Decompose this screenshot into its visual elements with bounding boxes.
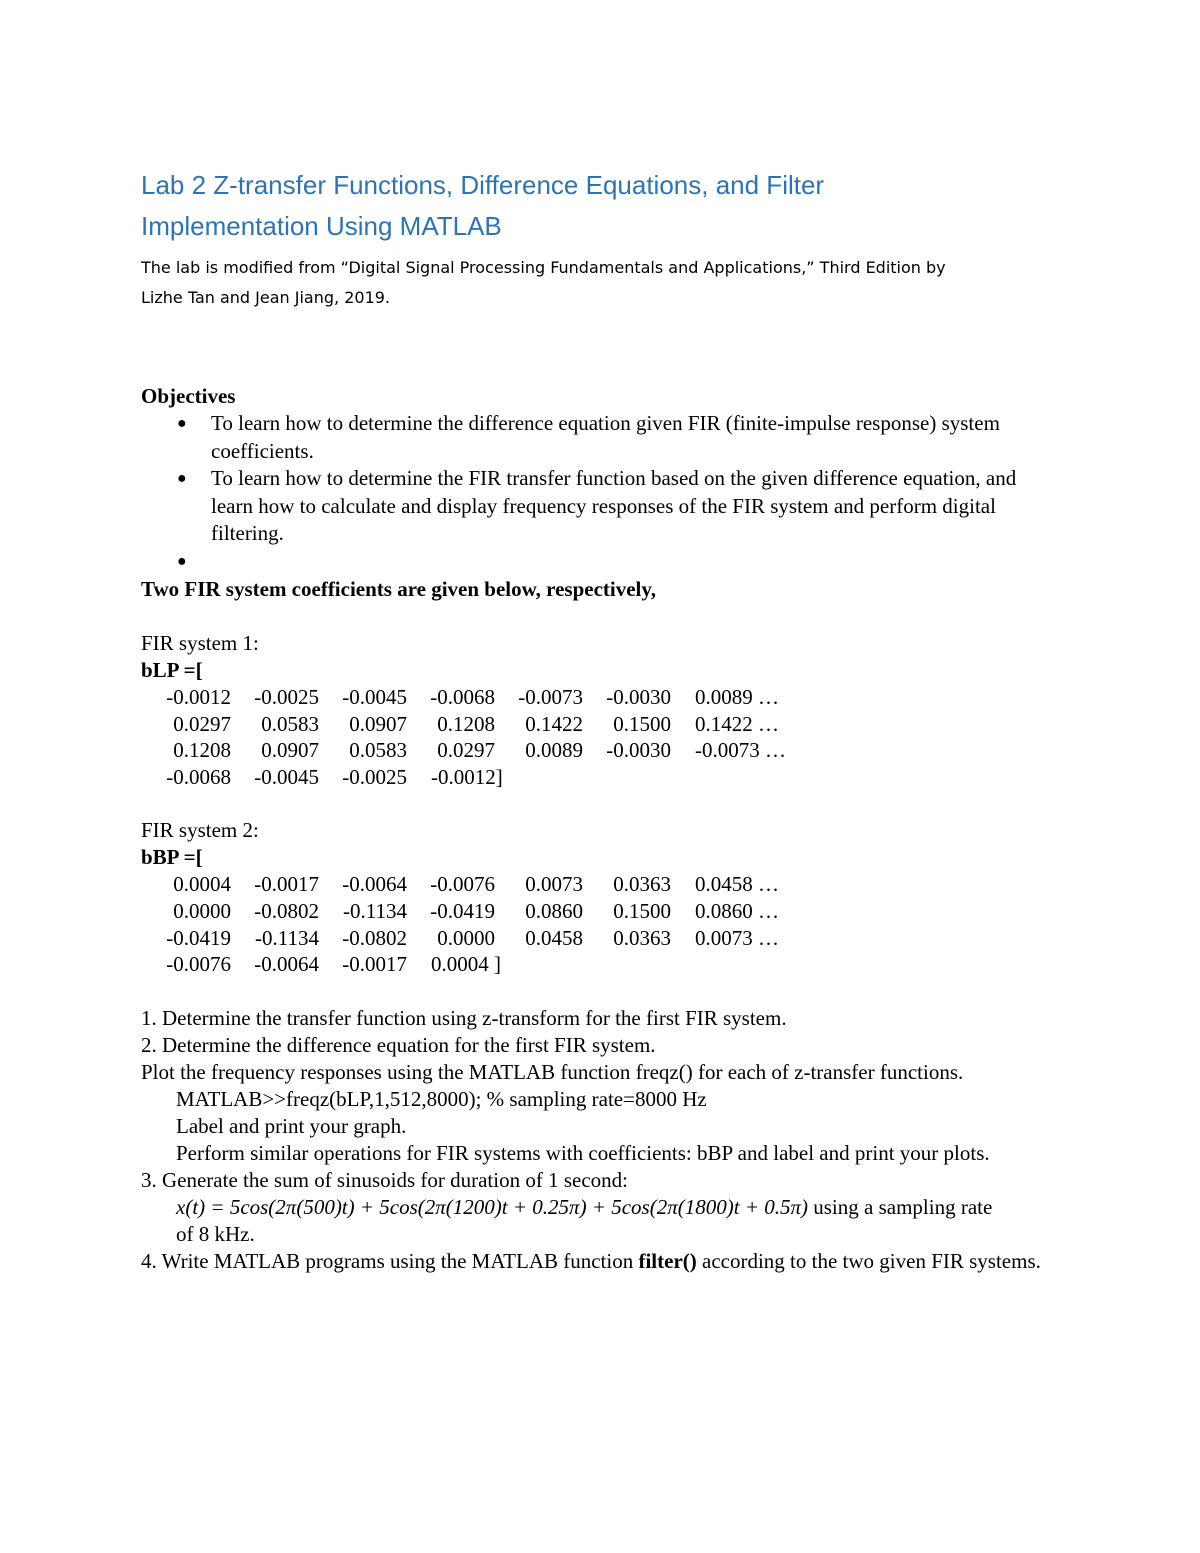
coefficient-value: -0.0025 <box>254 685 319 709</box>
task-4 <box>141 1248 1061 1275</box>
coefficient-value: -0.0017 <box>254 872 319 897</box>
coefficient-row <box>141 684 1061 711</box>
coefficient-value: -0.0419 <box>166 925 231 950</box>
coefficient-value: -0.0030 <box>606 738 671 763</box>
document-page <box>141 165 1061 1275</box>
objective-text: To learn how to determine the FIR transfer function based on the given difference equation, and learn how to calculate and display frequency responses of the FIR system and perform digital filtering. <box>211 466 1017 545</box>
bullet-icon: ● <box>177 552 187 570</box>
source-note <box>141 253 1061 313</box>
coefficient-value: -0.1134 <box>255 925 319 950</box>
task-2-plot: Plot the frequency responses using the MATLAB function freqz() for each of z-transfer functions. <box>141 1059 964 1084</box>
coefficient-value: 0.0297 <box>173 711 231 736</box>
matlab-command: MATLAB>>freqz(bLP,1,512,8000); % sampling rate=8000 Hz <box>176 1086 707 1111</box>
coefficient-value: -0.0068 <box>430 685 495 709</box>
coefficient-value: 0.0089 <box>525 738 583 763</box>
coefficient-value: 0.0860 … <box>695 898 779 923</box>
coefficient-value: -0.0012 <box>166 685 231 709</box>
coefficient-value: -0.0802 <box>342 925 407 950</box>
coefficient-value: 0.0907 <box>349 711 407 736</box>
coefficient-value: -0.0802 <box>254 898 319 923</box>
coefficient-value: 0.0073 <box>525 872 583 897</box>
coefficient-value: 0.0458 <box>525 925 583 950</box>
coefficient-value: 0.1208 <box>173 738 231 763</box>
coefficient-value: -0.0073 … <box>695 738 786 763</box>
coefficient-value: 0.0583 <box>261 711 319 736</box>
task-2: 2. Determine the difference equation for the first FIR system. <box>141 1032 656 1057</box>
coefficient-value: 0.0363 <box>613 872 671 897</box>
objective-item <box>177 410 1061 465</box>
coefficient-value: 0.0089 … <box>695 685 779 709</box>
task-3-end: of 8 kHz. <box>176 1221 255 1246</box>
coefficients-heading: Two FIR system coefficients are given below, respectively, <box>141 577 656 601</box>
source-note-line-2: Lizhe Tan and Jean Jiang, 2019. <box>141 288 391 307</box>
coefficient-value: 0.1500 <box>613 711 671 736</box>
coefficient-value: -0.0025 <box>342 764 407 789</box>
fir-system-label: FIR system 2: <box>141 818 259 843</box>
coefficient-value: 0.0073 … <box>695 925 779 950</box>
coefficient-row <box>141 898 1061 925</box>
bullet-icon: ● <box>177 415 187 432</box>
coefficient-row <box>141 871 1061 898</box>
formula-tail: using a sampling rate <box>808 1194 993 1219</box>
coefficient-value: 0.0004 <box>173 872 231 897</box>
coefficient-value: -0.0064 <box>254 952 319 977</box>
fir-systems <box>141 630 1061 978</box>
sinusoid-formula: x(t) = 5cos(2π(500)t) + 5cos(2π(1200)t + 0.25π) + 5cos(2π(1800)t + 0.5π) <box>176 1194 808 1219</box>
coefficient-value: -0.0045 <box>254 764 319 789</box>
coefficient-value: -0.0076 <box>430 872 495 897</box>
coefficient-value: 0.1208 <box>437 711 495 736</box>
coefficient-vector-name: bLP =[ <box>141 658 203 682</box>
coefficient-value: 0.0363 <box>613 925 671 950</box>
coefficient-value: -0.0012] <box>431 764 503 789</box>
coefficient-value: 0.0000 <box>173 898 231 923</box>
coefficient-value: 0.1500 <box>613 898 671 923</box>
coefficient-value: -0.0045 <box>342 685 407 709</box>
objectives-list <box>141 410 1061 575</box>
coefficient-value: 0.0004 ] <box>431 952 501 977</box>
sinusoid-formula-line <box>141 1194 1061 1221</box>
coefficient-value: -0.0073 <box>518 685 583 709</box>
coefficient-value: 0.0583 <box>349 738 407 763</box>
coefficient-row <box>141 711 1061 738</box>
source-note-line-1: The lab is modified from “Digital Signal Processing Fundamentals and Applications,” Third Edition by <box>141 258 946 277</box>
coefficient-row <box>141 737 1061 764</box>
coefficient-row <box>141 951 1061 978</box>
similar-operations-note: Perform similar operations for FIR systems with coefficients: bBP and label and print your plots. <box>176 1140 990 1165</box>
coefficient-value: -0.0076 <box>166 952 231 977</box>
coefficient-row <box>141 764 1061 791</box>
title-line-2: Implementation Using MATLAB <box>141 211 502 241</box>
objective-item <box>177 548 1061 576</box>
coefficient-vector-name: bBP =[ <box>141 845 203 870</box>
coefficient-value: 0.0907 <box>261 738 319 763</box>
objectives-heading: Objectives <box>141 384 236 408</box>
task-4-pre: 4. Write MATLAB programs using the MATLAB function <box>141 1248 639 1273</box>
task-list <box>141 1005 1061 1275</box>
title-line-1: Lab 2 Z-transfer Functions, Difference Equations, and Filter <box>141 170 825 200</box>
task-4-post: according to the two given FIR systems. <box>696 1248 1041 1273</box>
document-title <box>141 165 1061 247</box>
objective-text: To learn how to determine the difference equation given FIR (finite-impulse response) system coefficients. <box>211 411 1000 463</box>
coefficient-row <box>141 925 1061 952</box>
filter-function-name: filter() <box>638 1248 697 1273</box>
bullet-icon: ● <box>177 470 187 487</box>
label-print-note: Label and print your graph. <box>176 1113 407 1138</box>
task-1: 1. Determine the transfer function using z-transform for the first FIR system. <box>141 1005 787 1030</box>
coefficient-value: -0.0068 <box>166 764 231 789</box>
coefficient-value: 0.0860 <box>525 898 583 923</box>
coefficient-value: -0.0064 <box>342 872 407 897</box>
coefficient-value: -0.0017 <box>342 952 407 977</box>
coefficient-value: 0.0297 <box>437 738 495 763</box>
coefficient-value: 0.1422 <box>525 711 583 736</box>
coefficient-value: -0.0419 <box>430 898 495 923</box>
task-3: 3. Generate the sum of sinusoids for duration of 1 second: <box>141 1167 628 1192</box>
coefficient-value: -0.0030 <box>606 685 671 709</box>
fir-system-label: FIR system 1: <box>141 631 259 655</box>
coefficient-value: 0.0000 <box>437 925 495 950</box>
coefficient-value: -0.1134 <box>343 898 407 923</box>
objective-item <box>177 465 1061 548</box>
coefficient-value: 0.0458 … <box>695 872 779 897</box>
coefficient-value: 0.1422 … <box>695 711 779 736</box>
